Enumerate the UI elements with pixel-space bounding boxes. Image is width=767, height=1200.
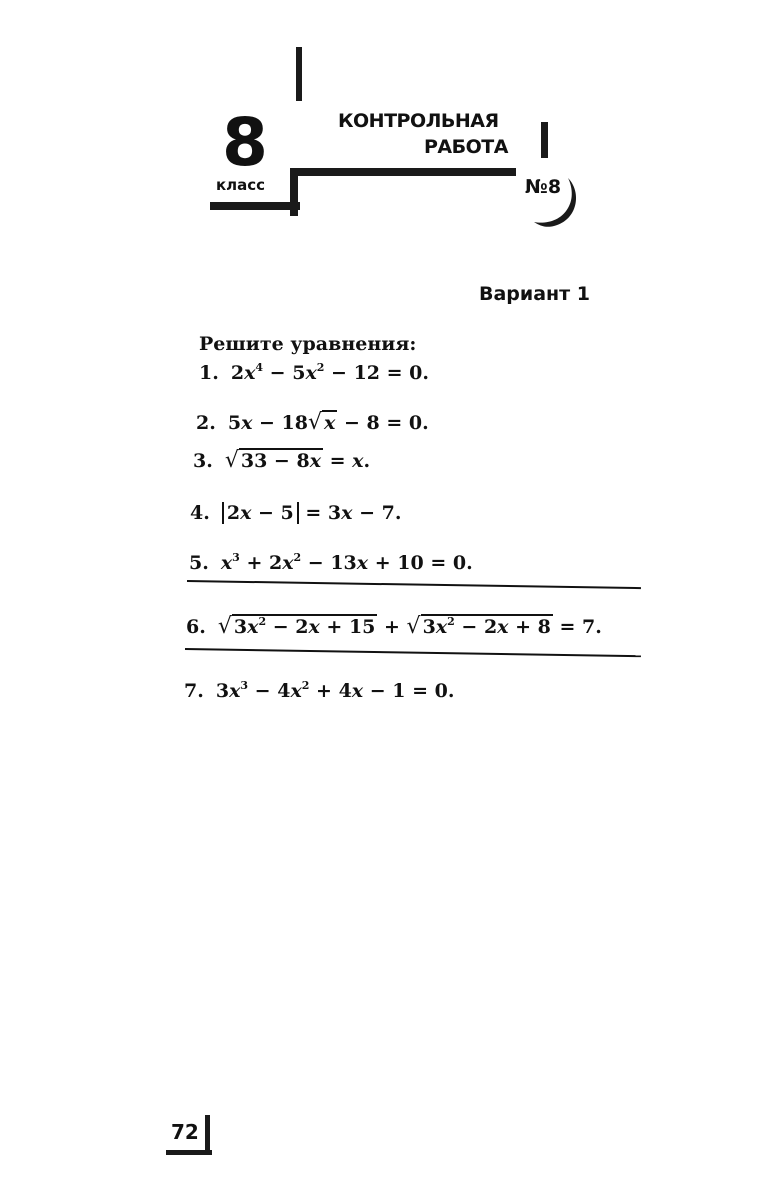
decorative-arc-icon [520,172,582,230]
decorative-page-bar [205,1115,210,1155]
term: − 8 = 0. [337,412,429,434]
coef: 3 [233,616,248,638]
sqrt-expression-1 [218,614,378,639]
radical-icon: √ [217,614,232,639]
coef: 2 [230,362,245,384]
variable: x [220,552,233,574]
equation-number: 3. [193,450,213,472]
term: 33 − 8 [240,450,310,472]
equation-number: 2. [196,412,216,434]
title-line-2: РАБОТА [424,136,508,158]
radical-icon: √ [224,448,239,473]
variable: x [497,616,509,638]
variable: x [240,502,252,524]
work-number: №8 [525,176,562,198]
sqrt-expression [308,410,337,435]
equation-number: 4. [190,502,210,524]
equation-3 [193,448,370,473]
variable: x [229,680,241,702]
variable: x [244,362,256,384]
grade-number: 8 [222,104,266,181]
term: − 2 [454,616,498,638]
grade-label: класс [216,176,266,194]
exponent: 2 [293,551,302,564]
term: − 5 [251,502,294,524]
coef: 2 [226,502,241,524]
equation-4 [190,502,401,524]
equation-2 [196,410,429,435]
title-line-1: КОНТРОЛЬНАЯ [338,110,499,132]
term: − 5 [263,362,306,384]
term: − 12 = 0. [324,362,429,384]
variable: x [324,412,336,434]
exponent: 2 [447,615,455,628]
term: − 18 [252,412,308,434]
exponent: 2 [258,615,267,628]
term: − 4 [248,680,291,702]
variable: x [290,680,302,702]
exponent: 3 [240,679,249,692]
variable: x [309,450,322,472]
equation-number: 5. [189,552,209,574]
term: + 15 [319,616,376,638]
exponent: 4 [255,361,264,374]
coef: 3 [215,680,230,702]
decorative-bar-top [296,47,302,101]
radical-icon: √ [406,614,421,639]
sqrt-expression-2 [407,614,553,639]
equation-7 [184,680,454,702]
term: + 10 = 0. [368,552,473,574]
divider-line-1 [187,580,641,589]
term: + 2 [239,552,283,574]
term: + 8 [508,616,551,638]
term: − 13 [301,552,357,574]
term: − 2 [266,616,309,638]
term: = [323,450,353,472]
term: − 1 = 0. [363,680,455,702]
divider-line-2 [185,648,641,657]
equation-5 [189,552,473,574]
variable: x [351,680,364,702]
exponent: 2 [316,361,325,374]
absolute-value [222,502,299,524]
decorative-step-high [290,168,516,176]
variable: x [356,552,369,574]
page-number: 72 [171,1120,199,1144]
sqrt-expression [225,448,323,473]
equation-number: 6. [186,616,206,638]
variable: x [241,412,253,434]
exponent: 3 [232,551,240,564]
equation-number: 7. [184,680,204,702]
decorative-step-low [210,202,300,210]
variable: x [435,616,448,638]
instruction-text: Решите уравнения: [199,333,417,355]
equation-1 [199,362,429,384]
decorative-bar-right [541,122,548,158]
term: = 3 [298,502,342,524]
term: + 4 [309,680,352,702]
variable: x [341,502,353,524]
variable: x [308,616,320,638]
variable: x [282,552,294,574]
coef: 3 [422,616,436,638]
term: . [363,450,371,472]
term: − 7. [352,502,402,524]
term: = 7. [552,616,602,638]
coef: 5 [227,412,242,434]
variable: x [247,616,259,638]
term: + [377,616,407,638]
variable: x [305,362,317,384]
equation-number: 1. [199,362,219,384]
variable: x [352,450,364,472]
variant-heading: Вариант 1 [479,283,591,305]
equation-6 [186,614,602,639]
exponent: 2 [301,679,310,692]
radical-icon: √ [308,410,323,435]
